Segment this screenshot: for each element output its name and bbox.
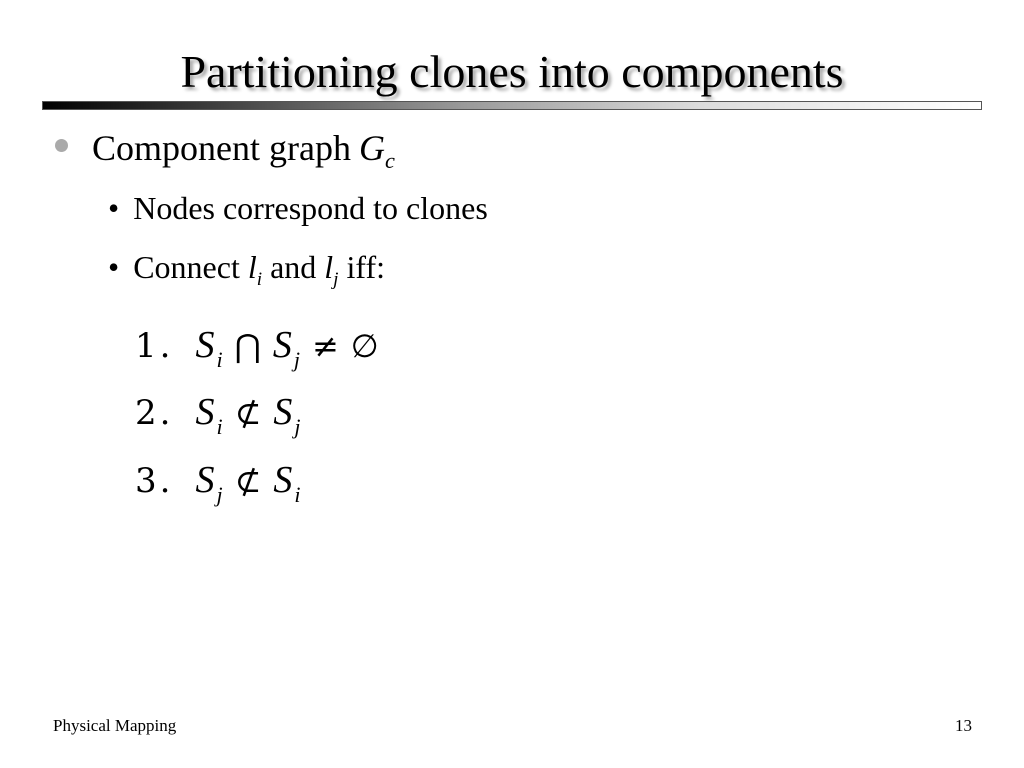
set-left-sub: j xyxy=(216,482,223,507)
graph-symbol-sub: c xyxy=(384,147,395,173)
bullet-dot-icon: • xyxy=(108,249,120,285)
connect-middle: and xyxy=(270,249,317,285)
var-l-i: l xyxy=(247,249,257,285)
condition-number: 3. xyxy=(135,461,174,501)
var-l-j-sub: j xyxy=(333,268,339,290)
set-right: S xyxy=(273,459,293,501)
footer-title: Physical Mapping xyxy=(53,716,177,735)
bullet-text: Component graph xyxy=(92,128,351,168)
set-right-sub: j xyxy=(293,347,300,372)
empty-set-symbol: ∅ xyxy=(350,327,379,365)
bullet-connect xyxy=(108,245,385,295)
var-l-i-sub: i xyxy=(256,268,263,290)
set-left: S xyxy=(195,391,215,433)
condition-2 xyxy=(135,390,301,439)
set-left-sub: i xyxy=(216,414,223,439)
not-subset-symbol: ⊄ xyxy=(234,462,262,500)
graph-symbol: G xyxy=(358,128,385,168)
bullet-dot-icon: • xyxy=(108,190,120,226)
var-l-j: l xyxy=(324,249,334,285)
title-divider xyxy=(42,101,982,110)
bullet-text: Nodes correspond to clones xyxy=(133,190,488,226)
set-right-sub: j xyxy=(294,414,301,439)
set-left: S xyxy=(195,324,215,366)
condition-3 xyxy=(135,458,301,507)
not-subset-symbol: ⊄ xyxy=(234,394,262,432)
intersection-symbol: ⋂ xyxy=(234,327,261,365)
not-equal-symbol: ≠ xyxy=(311,327,339,365)
set-right: S xyxy=(272,324,292,366)
condition-number: 1. xyxy=(135,326,174,366)
set-left-sub: i xyxy=(216,347,223,372)
condition-1 xyxy=(135,323,391,372)
connect-suffix: iff: xyxy=(346,249,386,285)
slide-title: Partitioning clones into components xyxy=(180,46,844,97)
bullet-nodes xyxy=(108,186,488,230)
connect-prefix: Connect xyxy=(133,249,240,285)
set-right-sub: i xyxy=(294,482,301,507)
bullet-component-graph xyxy=(55,124,395,177)
set-left: S xyxy=(195,459,215,501)
bullet-dot-icon xyxy=(55,139,68,152)
page-number: 13 xyxy=(955,716,972,735)
condition-number: 2. xyxy=(135,393,174,433)
set-right: S xyxy=(273,391,293,433)
